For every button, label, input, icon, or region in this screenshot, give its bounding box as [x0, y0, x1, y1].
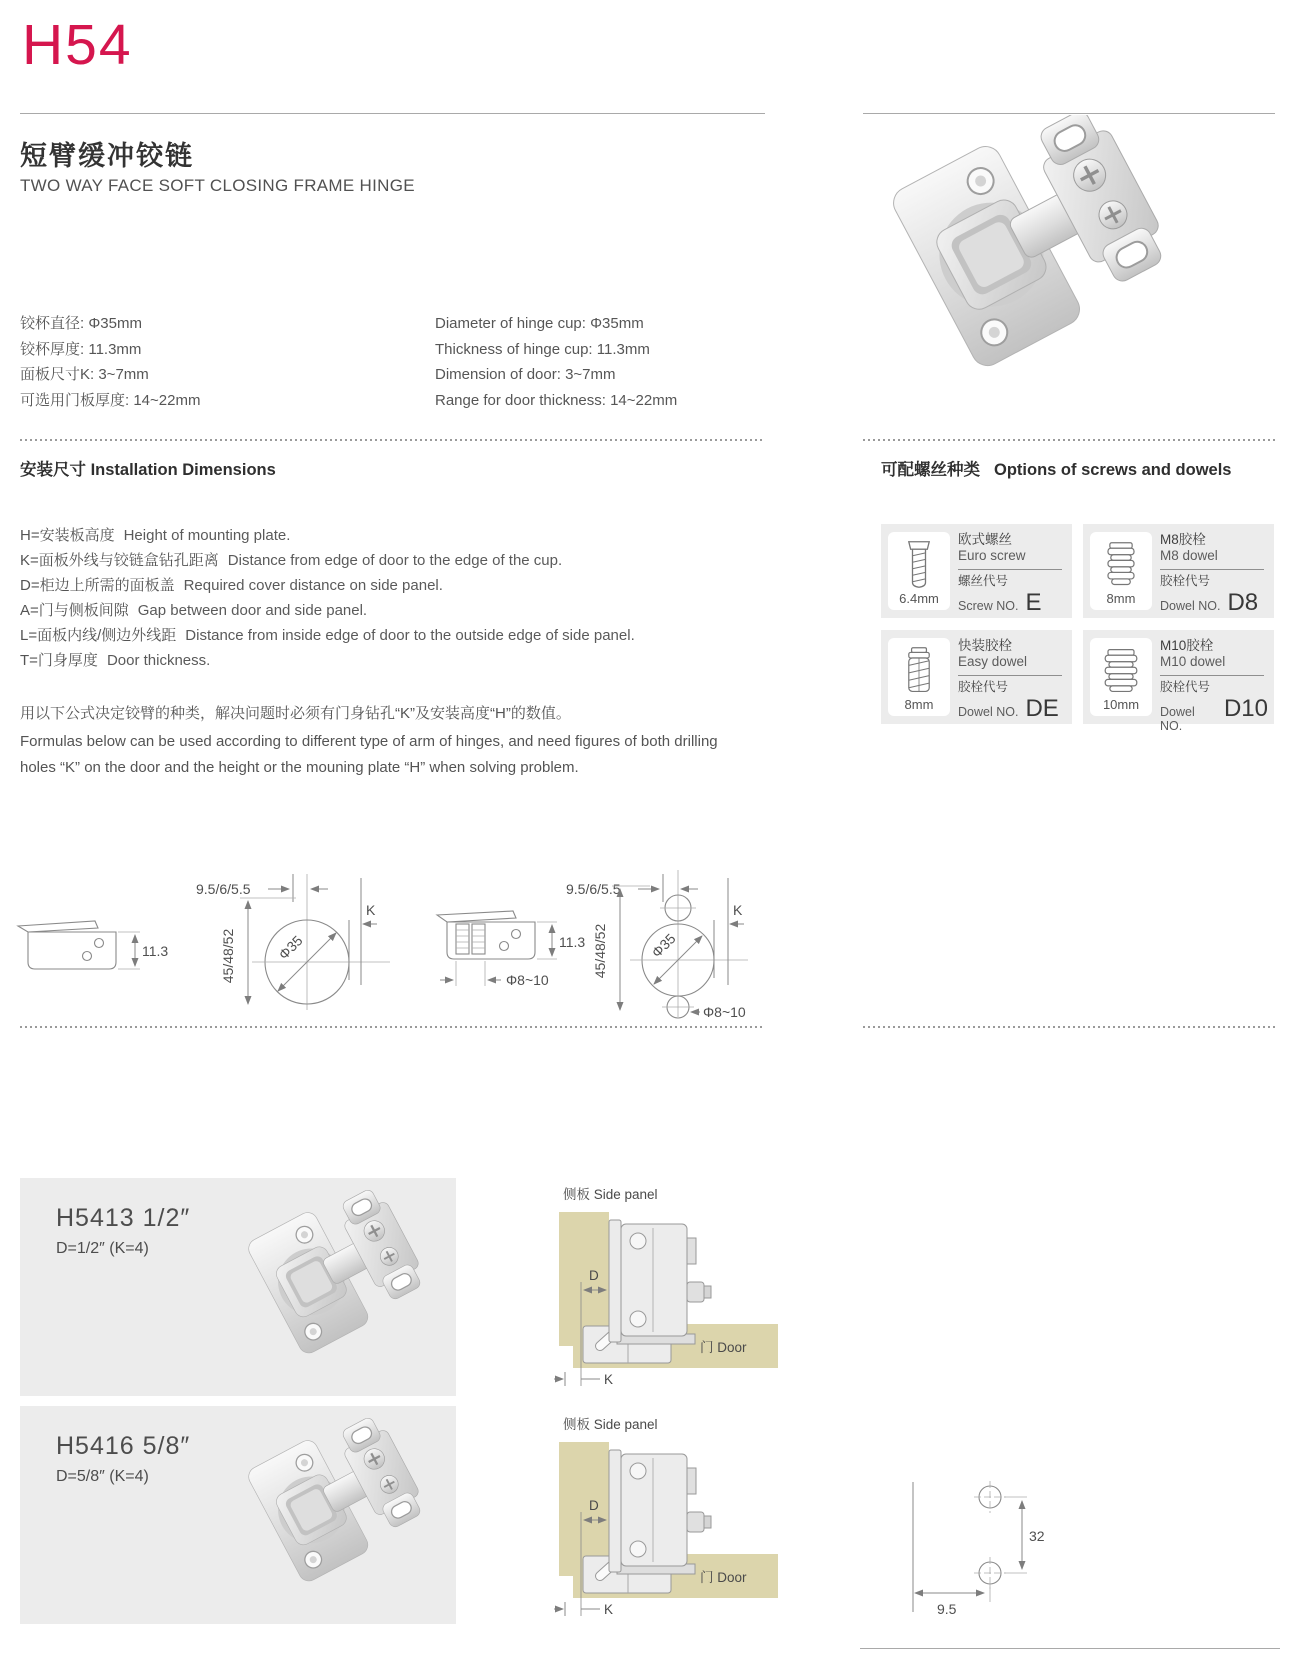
screw-name-en: M8 dowel [1160, 548, 1218, 563]
dashed-divider-left [20, 1026, 765, 1028]
product-photo-h5413 [240, 1186, 445, 1391]
drill-position-drawing [855, 1465, 1065, 1630]
installation-drawings [0, 820, 780, 1020]
spec-line: Thickness of hinge cup: 11.3mm [435, 340, 650, 358]
dim-hole-offset: 9.5 [937, 1601, 957, 1617]
screw-name-en: Easy dowel [958, 654, 1028, 669]
m10-dowel-icon [1099, 645, 1143, 697]
definition-line: L=面板内线/侧边外线距 Distance from inside edge of door to the outside edge of side panel. [20, 627, 635, 644]
screws-heading: 可配螺丝种类 Options of screws and dowels [881, 461, 1232, 479]
screw-name-en: Euro screw [958, 548, 1026, 563]
product-model: H5413 1/2″ [56, 1204, 191, 1232]
divider [1160, 675, 1264, 676]
code-label-en: Dowel NO. [1160, 705, 1195, 733]
spec-line: Diameter of hinge cup: Φ35mm [435, 315, 644, 332]
product-spec: D=1/2″ (K=4) [56, 1240, 149, 1257]
dim-k: K [733, 902, 743, 918]
screw-size: 10mm [1102, 697, 1140, 712]
dim-cup-diameter: Φ35 [648, 930, 679, 961]
spec-line: Dimension of door: 3~7mm [435, 366, 616, 383]
code-label-cn: 胶栓代号 [958, 680, 1009, 694]
screw-size: 8mm [1106, 591, 1136, 606]
screw-name-cn: M10胶栓 [1160, 638, 1214, 653]
drawing-hinge-side-a [18, 921, 168, 969]
product-model: H5416 5/8″ [56, 1432, 191, 1460]
product-title-en: TWO WAY FACE SOFT CLOSING FRAME HINGE [20, 176, 415, 195]
m8-dowel-icon [1099, 539, 1143, 591]
page-code: H54 [22, 13, 133, 77]
footer-divider [860, 1648, 1280, 1649]
screw-code: E [1025, 589, 1042, 616]
dashed-divider-right [863, 439, 1275, 441]
dim-heights: 45/48/52 [592, 923, 608, 979]
side-panel-diagram-1 [553, 1186, 783, 1396]
spec-line: 铰杯直径: Φ35mm [20, 315, 142, 332]
spec-line: 铰杯厚度: 11.3mm [20, 340, 142, 358]
dim-dowel-diameter: Φ8~10 [506, 972, 549, 988]
definition-line: H=安装板高度 Height of mounting plate. [20, 527, 291, 544]
formula-note-cn: 用以下公式决定铰臂的种类，解决问题时必须有门身钻孔“K”及安装高度“H”的数值。 [20, 705, 571, 722]
definition-line: K=面板外线与铰链盒钻孔距离 Distance from edge of door to the edge of the cup. [20, 552, 563, 569]
dim-hole-spacing: 32 [1029, 1528, 1045, 1544]
header-divider-right [863, 113, 1275, 114]
screw-size: 6.4mm [899, 591, 939, 606]
screw-name-cn: M8胶栓 [1160, 532, 1206, 547]
dim-heights: 45/48/52 [220, 928, 236, 984]
dim-offsets: 9.5/6/5.5 [196, 881, 251, 897]
screw-code: DE [1025, 695, 1059, 722]
screw-option-easy-dowel [881, 630, 1072, 724]
easy-dowel-icon [897, 645, 941, 697]
definition-line: T=门身厚度 Door thickness. [20, 652, 211, 669]
code-label-cn: 螺丝代号 [958, 574, 1009, 588]
divider [958, 675, 1062, 676]
spec-line: 可选用门板厚度: 14~22mm [20, 391, 201, 409]
dim-cup-height: 11.3 [559, 934, 586, 950]
drawing-drill-pattern-a [196, 874, 390, 1010]
header-divider-left [20, 113, 765, 114]
dim-k: K [366, 902, 376, 918]
product-spec: D=5/8″ (K=4) [56, 1468, 149, 1485]
dim-offsets: 9.5/6/5.5 [566, 881, 621, 897]
formula-note-en: Formulas below can be used according to different type of arm of hinges, and need figures of both drilling holes “K” on the door and the height or the mouning plate “H” when solving problem. [20, 733, 718, 776]
screw-name-cn: 欧式螺丝 [958, 532, 1012, 547]
code-label-en: Dowel NO. [958, 705, 1019, 719]
code-label-en: Dowel NO. [1160, 599, 1221, 613]
screw-option-m10-dowel [1083, 630, 1274, 733]
product-title-cn: 短臂缓冲铰链 [20, 141, 194, 171]
spec-line: Range for door thickness: 14~22mm [435, 391, 678, 409]
definition-line: D=柜边上所需的面板盖 Required cover distance on side panel. [20, 577, 443, 594]
drawing-hinge-side-b [437, 911, 585, 988]
code-label-cn: 胶栓代号 [1160, 680, 1211, 694]
definition-list [20, 523, 765, 673]
dim-cup-height: 11.3 [142, 943, 169, 959]
spec-list-cn [20, 311, 200, 413]
dashed-divider-left [20, 439, 765, 441]
screw-name-en: M10 dowel [1160, 654, 1226, 669]
screw-option-m8-dowel [1083, 524, 1274, 618]
spec-line: 面板尺寸K: 3~7mm [20, 366, 149, 383]
screw-size: 8mm [904, 697, 934, 712]
euro-screw-icon [897, 539, 941, 591]
divider [1160, 569, 1264, 570]
screw-code: D10 [1223, 695, 1268, 722]
screw-code: D8 [1227, 589, 1259, 616]
screw-option-euro-screw [881, 524, 1072, 618]
product-photo [875, 115, 1205, 415]
dim-cup-diameter: Φ35 [275, 932, 306, 963]
drawing-drill-pattern-b [566, 870, 748, 1020]
installation-heading: 安装尺寸 Installation Dimensions [20, 461, 276, 479]
code-label-en: Screw NO. [958, 599, 1019, 613]
spec-list-en [435, 311, 677, 413]
divider [958, 569, 1062, 570]
side-panel-diagram-2 [553, 1416, 783, 1626]
screw-name-cn: 快装胶栓 [958, 638, 1012, 653]
dashed-divider-right [863, 1026, 1275, 1028]
dim-dowel-diameter: Φ8~10 [703, 1004, 746, 1020]
code-label-cn: 胶栓代号 [1160, 574, 1211, 588]
product-photo-h5416 [240, 1414, 445, 1619]
definition-line: A=门与侧板间隙 Gap between door and side panel. [20, 602, 368, 619]
